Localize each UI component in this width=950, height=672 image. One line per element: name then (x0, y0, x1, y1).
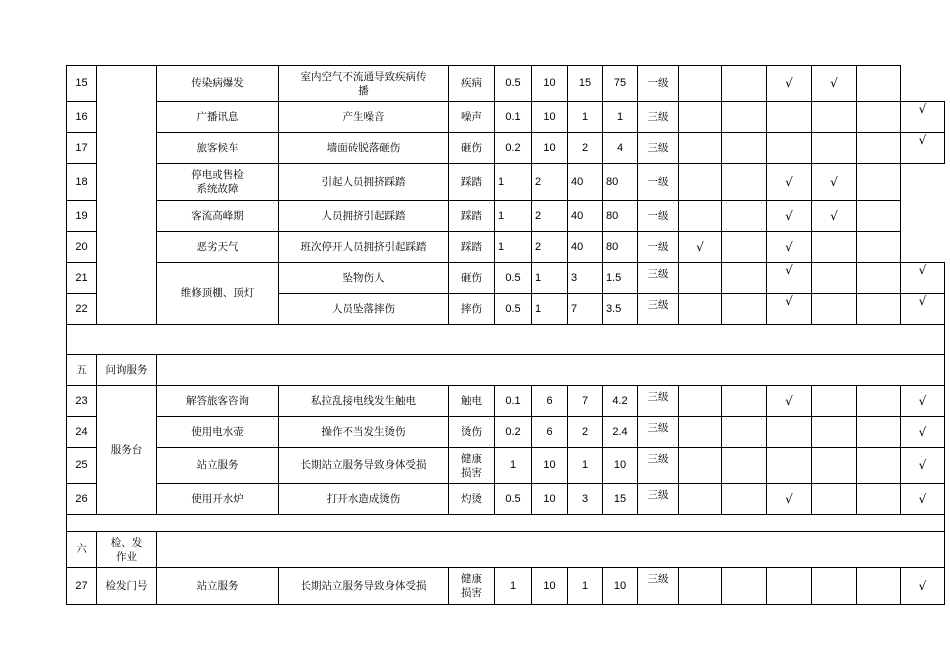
control-cell-5 (857, 102, 901, 133)
hazard-cell: 班次停开人员拥挤引起踩踏 (279, 232, 449, 263)
risk-level-cell: 一级 (638, 201, 679, 232)
control-cell-3: √ (767, 484, 812, 515)
row-number: 16 (67, 102, 97, 133)
check-mark: √ (785, 293, 793, 308)
row-number: 20 (67, 232, 97, 263)
row-number: 18 (67, 164, 97, 201)
risk-level-cell: 三级 (638, 294, 679, 325)
likelihood-cell: 1 (495, 232, 532, 263)
section-fill (157, 355, 945, 386)
activity-cell: 站立服务 (157, 568, 279, 605)
hazard-line: 室内空气不流通导致疾病传 (300, 70, 427, 83)
control-cell-2 (722, 294, 767, 325)
control-cell-3 (767, 133, 812, 164)
row-number: 26 (67, 484, 97, 515)
activity-cell (157, 164, 279, 201)
exposure-cell: 10 (532, 484, 568, 515)
likelihood-cell: 0.1 (495, 386, 532, 417)
hazard-cell: 人员坠落摔伤 (279, 294, 449, 325)
control-cell-3 (767, 102, 812, 133)
consequence-cell: 7 (568, 386, 603, 417)
consequence-cell: 1 (568, 102, 603, 133)
exposure-cell: 10 (532, 448, 568, 484)
control-cell-5 (857, 66, 901, 102)
row-number: 23 (67, 386, 97, 417)
likelihood-cell: 0.2 (495, 417, 532, 448)
exposure-cell: 1 (532, 294, 568, 325)
location-cell: 检发门号 (97, 568, 157, 605)
hazard-cell: 长期站立服务导致身体受损 (279, 568, 449, 605)
likelihood-cell: 0.5 (495, 294, 532, 325)
control-cell-5 (857, 386, 901, 417)
table-row (67, 484, 945, 515)
hazard-cell (279, 66, 449, 102)
harm-cell: 触电 (449, 386, 495, 417)
control-cell-1 (679, 568, 722, 605)
consequence-cell: 40 (568, 232, 603, 263)
row-number: 27 (67, 568, 97, 605)
risk-score-cell: 1 (603, 102, 638, 133)
control-cell-2 (722, 484, 767, 515)
control-cell-3: √ (767, 232, 812, 263)
check-mark: √ (918, 293, 927, 308)
row-number: 24 (67, 417, 97, 448)
control-cell-3: √ (767, 164, 812, 201)
risk-score-cell: 2.4 (603, 417, 638, 448)
control-cell-6 (901, 133, 945, 164)
location-cell: 服务台 (97, 386, 157, 515)
control-cell-5 (857, 164, 901, 201)
risk-level-cell: 三级 (638, 568, 679, 605)
section-index: 五 (67, 355, 97, 386)
activity-cell: 传染病爆发 (157, 66, 279, 102)
harm-cell: 砸伤 (449, 263, 495, 294)
control-cell-1: √ (679, 232, 722, 263)
risk-score-cell: 15 (603, 484, 638, 515)
control-cell-1 (679, 133, 722, 164)
control-cell-5 (857, 417, 901, 448)
control-cell-1 (679, 484, 722, 515)
risk-score-cell: 4 (603, 133, 638, 164)
control-cell-5 (857, 201, 901, 232)
section-fill (157, 532, 945, 568)
section-header-row (67, 532, 945, 568)
risk-level-cell: 三级 (638, 263, 679, 294)
risk-level-cell: 三级 (638, 484, 679, 515)
likelihood-cell: 1 (495, 568, 532, 605)
control-cell-2 (722, 417, 767, 448)
control-cell-4 (812, 133, 857, 164)
likelihood-cell: 1 (495, 448, 532, 484)
control-cell-5 (857, 448, 901, 484)
activity-cell: 维修顶棚、顶灯 (157, 263, 279, 325)
check-mark: √ (918, 262, 927, 277)
control-cell-5 (857, 294, 901, 325)
exposure-cell: 6 (532, 417, 568, 448)
table-row (67, 102, 945, 133)
risk-level-cell: 三级 (638, 386, 679, 417)
control-cell-3 (767, 263, 812, 294)
activity-cell: 广播讯息 (157, 102, 279, 133)
harm-cell: 摔伤 (449, 294, 495, 325)
likelihood-cell: 0.1 (495, 102, 532, 133)
section-index: 六 (67, 532, 97, 568)
table-row (67, 263, 945, 294)
likelihood-cell: 0.5 (495, 263, 532, 294)
table-row (67, 417, 945, 448)
section-header-row (67, 355, 945, 386)
control-cell-5 (857, 484, 901, 515)
activity-line: 系统故障 (196, 183, 239, 195)
risk-score-cell: 75 (603, 66, 638, 102)
consequence-cell: 7 (568, 294, 603, 325)
consequence-cell: 3 (568, 484, 603, 515)
control-cell-6 (901, 263, 945, 294)
harm-line: 损害 (461, 466, 482, 479)
table-row (67, 568, 945, 605)
spacer-row (67, 515, 945, 532)
control-cell-1 (679, 448, 722, 484)
risk-score-cell: 80 (603, 201, 638, 232)
control-cell-2 (722, 164, 767, 201)
control-cell-4: √ (812, 164, 857, 201)
control-cell-4: √ (812, 66, 857, 102)
exposure-cell: 10 (532, 66, 568, 102)
exposure-cell: 1 (532, 263, 568, 294)
control-cell-4 (812, 263, 857, 294)
consequence-cell: 40 (568, 201, 603, 232)
risk-assessment-table (66, 65, 945, 605)
section-title: 问询服务 (97, 355, 157, 386)
exposure-cell: 2 (532, 201, 568, 232)
spacer-cell (67, 515, 945, 532)
control-cell-3 (767, 417, 812, 448)
control-cell-3: √ (767, 66, 812, 102)
hazard-cell: 引起人员拥挤踩踏 (279, 164, 449, 201)
consequence-cell: 40 (568, 164, 603, 201)
control-cell-2 (722, 386, 767, 417)
control-cell-5 (857, 568, 901, 605)
harm-cell: 灼烫 (449, 484, 495, 515)
hazard-cell: 长期站立服务导致身体受损 (279, 448, 449, 484)
control-cell-4 (812, 484, 857, 515)
harm-line: 损害 (461, 587, 482, 599)
control-cell-6: √ (901, 484, 945, 515)
control-cell-2 (722, 66, 767, 102)
activity-cell: 客流高峰期 (157, 201, 279, 232)
likelihood-cell: 1 (495, 164, 532, 201)
hazard-line: 播 (358, 84, 369, 97)
activity-cell: 站立服务 (157, 448, 279, 484)
control-cell-4 (812, 417, 857, 448)
control-cell-4 (812, 294, 857, 325)
row-number: 21 (67, 263, 97, 294)
check-mark: √ (785, 262, 793, 277)
control-cell-6: √ (901, 417, 945, 448)
control-cell-6 (901, 102, 945, 133)
control-cell-2 (722, 232, 767, 263)
risk-level-cell: 三级 (638, 102, 679, 133)
harm-cell: 噪声 (449, 102, 495, 133)
control-cell-6: √ (901, 448, 945, 484)
consequence-cell: 2 (568, 417, 603, 448)
control-cell-6: √ (901, 386, 945, 417)
section-title (97, 532, 157, 568)
exposure-cell: 6 (532, 386, 568, 417)
row-number: 17 (67, 133, 97, 164)
section-title-line: 作业 (116, 550, 137, 563)
harm-cell: 疾病 (449, 66, 495, 102)
control-cell-2 (722, 263, 767, 294)
control-cell-3 (767, 448, 812, 484)
activity-cell: 使用电水壶 (157, 417, 279, 448)
control-cell-1 (679, 263, 722, 294)
harm-cell: 踩踏 (449, 201, 495, 232)
exposure-cell: 2 (532, 232, 568, 263)
risk-level-cell: 一级 (638, 232, 679, 263)
activity-line: 停电或售检 (191, 169, 244, 181)
risk-score-cell: 10 (603, 448, 638, 484)
control-cell-1 (679, 66, 722, 102)
control-cell-6: √ (901, 568, 945, 605)
control-cell-4: √ (812, 201, 857, 232)
hazard-cell: 操作不当发生烫伤 (279, 417, 449, 448)
risk-score-cell: 3.5 (603, 294, 638, 325)
risk-level-cell: 三级 (638, 133, 679, 164)
control-cell-1 (679, 417, 722, 448)
table-row (67, 448, 945, 484)
row-number: 15 (67, 66, 97, 102)
likelihood-cell: 0.5 (495, 484, 532, 515)
risk-score-cell: 80 (603, 164, 638, 201)
likelihood-cell: 0.5 (495, 66, 532, 102)
control-cell-1 (679, 201, 722, 232)
harm-cell (449, 568, 495, 605)
control-cell-3 (767, 568, 812, 605)
exposure-cell: 10 (532, 568, 568, 605)
control-cell-2 (722, 102, 767, 133)
likelihood-cell: 1 (495, 201, 532, 232)
harm-line: 健康 (461, 573, 482, 585)
row-number: 22 (67, 294, 97, 325)
harm-cell (449, 448, 495, 484)
control-cell-2 (722, 133, 767, 164)
check-mark: √ (918, 101, 927, 116)
spacer-cell (67, 325, 945, 355)
consequence-cell: 1 (568, 448, 603, 484)
control-cell-3 (767, 294, 812, 325)
table-row (67, 164, 945, 201)
harm-cell: 烫伤 (449, 417, 495, 448)
activity-cell: 使用开水炉 (157, 484, 279, 515)
control-cell-4 (812, 568, 857, 605)
risk-level-cell: 一级 (638, 66, 679, 102)
control-cell-2 (722, 448, 767, 484)
risk-score-cell: 10 (603, 568, 638, 605)
control-cell-5 (857, 232, 901, 263)
harm-cell: 踩踏 (449, 232, 495, 263)
control-cell-4 (812, 102, 857, 133)
table-row (67, 66, 945, 102)
exposure-cell: 10 (532, 133, 568, 164)
control-cell-5 (857, 133, 901, 164)
harm-line: 健康 (461, 452, 482, 465)
activity-cell: 旅客候车 (157, 133, 279, 164)
hazard-cell: 产生噪音 (279, 102, 449, 133)
table-row (67, 133, 945, 164)
hazard-cell: 打开水造成烫伤 (279, 484, 449, 515)
hazard-cell: 人员拥挤引起踩踏 (279, 201, 449, 232)
control-cell-2 (722, 201, 767, 232)
consequence-cell: 15 (568, 66, 603, 102)
consequence-cell: 3 (568, 263, 603, 294)
table-row (67, 386, 945, 417)
check-mark: √ (918, 132, 927, 147)
control-cell-2 (722, 568, 767, 605)
control-cell-4 (812, 448, 857, 484)
control-cell-1 (679, 102, 722, 133)
risk-level-cell: 三级 (638, 417, 679, 448)
exposure-cell: 10 (532, 102, 568, 133)
consequence-cell: 2 (568, 133, 603, 164)
likelihood-cell: 0.2 (495, 133, 532, 164)
section-title-line: 检、发 (110, 536, 143, 549)
activity-cell: 恶劣天气 (157, 232, 279, 263)
risk-score-cell: 80 (603, 232, 638, 263)
table-row (67, 201, 945, 232)
hazard-cell: 墙面砖脱落砸伤 (279, 133, 449, 164)
control-cell-6 (901, 294, 945, 325)
exposure-cell: 2 (532, 164, 568, 201)
risk-level-cell: 三级 (638, 448, 679, 484)
control-cell-4 (812, 232, 857, 263)
harm-cell: 踩踏 (449, 164, 495, 201)
hazard-cell: 坠物伤人 (279, 263, 449, 294)
control-cell-3: √ (767, 386, 812, 417)
row-number: 25 (67, 448, 97, 484)
location-cell (97, 66, 157, 325)
spacer-row (67, 325, 945, 355)
consequence-cell: 1 (568, 568, 603, 605)
risk-level-cell: 一级 (638, 164, 679, 201)
hazard-cell: 私拉乱接电线发生触电 (279, 386, 449, 417)
control-cell-1 (679, 164, 722, 201)
control-cell-1 (679, 294, 722, 325)
table-row (67, 232, 945, 263)
row-number: 19 (67, 201, 97, 232)
risk-score-cell: 4.2 (603, 386, 638, 417)
harm-cell: 砸伤 (449, 133, 495, 164)
control-cell-5 (857, 263, 901, 294)
control-cell-1 (679, 386, 722, 417)
control-cell-4 (812, 386, 857, 417)
control-cell-3: √ (767, 201, 812, 232)
risk-score-cell: 1.5 (603, 263, 638, 294)
activity-cell: 解答旅客咨询 (157, 386, 279, 417)
